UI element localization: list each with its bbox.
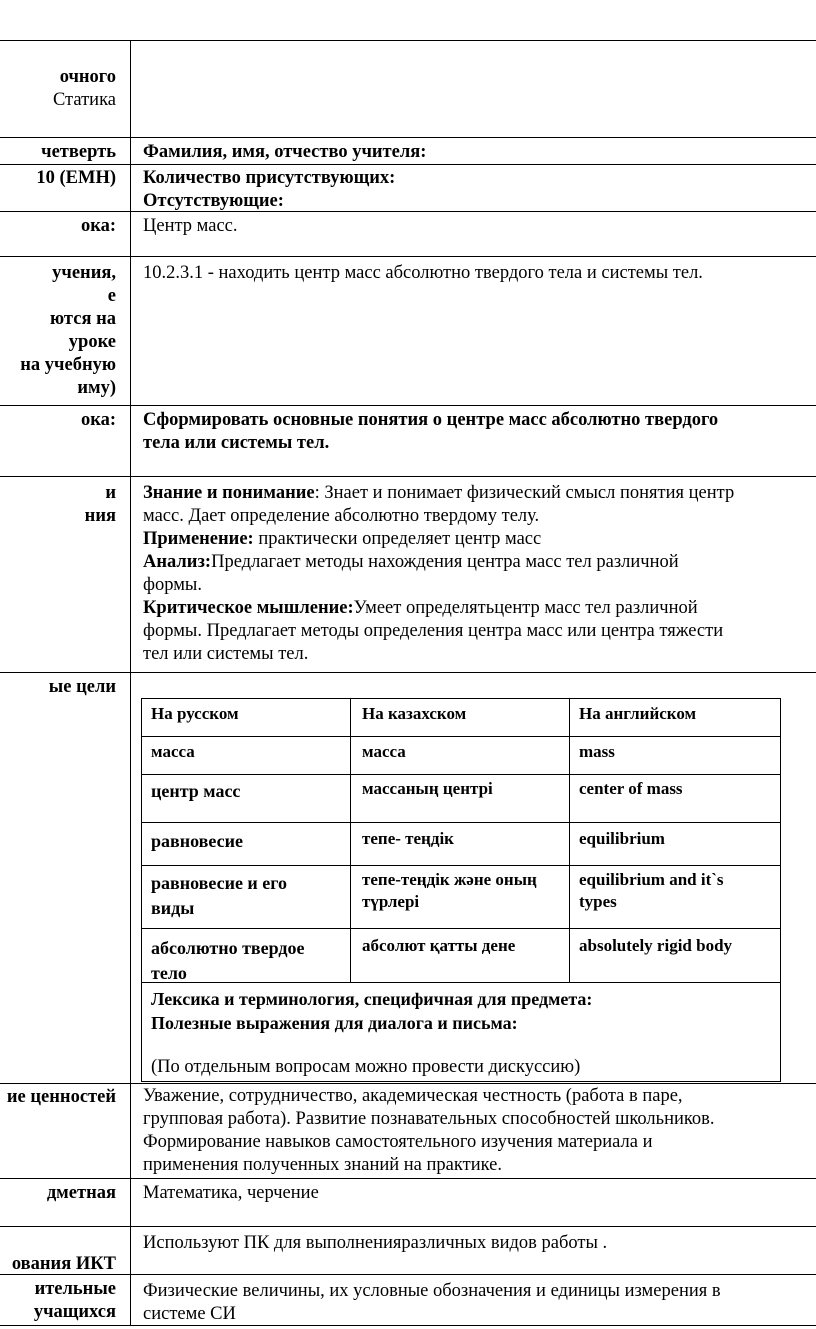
row-border bbox=[0, 40, 816, 41]
column-divider bbox=[130, 40, 131, 1326]
vocab-row-border bbox=[141, 822, 781, 823]
values-text: Уважение, сотрудничество, академическая честность (работа в паре, групповая работа). Развитие познавательных способностей школьников. Формирование навыков самостоятельного изучения материала и применения полученных знаний на практике. bbox=[143, 1086, 715, 1175]
language-goals-label: ые цели bbox=[48, 677, 116, 697]
row-border bbox=[0, 405, 816, 406]
vocab-row-border bbox=[141, 774, 781, 775]
term-ru: абсолютно твердое тело bbox=[151, 938, 305, 983]
prior-knowledge-label: ительные учащихся bbox=[33, 1279, 116, 1322]
teacher-name-label: Фамилия, имя, отчество учителя: bbox=[143, 142, 427, 162]
term-en: equilibrium bbox=[579, 829, 665, 848]
topic-label: ока: bbox=[80, 216, 116, 236]
criteria-label: и ния bbox=[84, 483, 116, 526]
vocab-row-border bbox=[141, 736, 781, 737]
knowledge-label: Знание и понимание bbox=[143, 483, 315, 503]
learning-objectives-label: учения, е ются на уроке на учебную иму) bbox=[20, 263, 116, 398]
term-kk: абсолют қатты дене bbox=[362, 936, 516, 955]
phrases-label: Полезные выражения для диалога и письма: bbox=[151, 1013, 518, 1033]
present-label: Количество присутствующих: bbox=[143, 168, 396, 188]
discussion-note: (По отдельным вопросам можно провести дискуссию) bbox=[151, 1057, 581, 1077]
ict-label: ования ИКТ bbox=[11, 1254, 116, 1274]
term-en: center of mass bbox=[579, 779, 683, 798]
term-kk: масса bbox=[362, 742, 406, 761]
vocab-row-border bbox=[141, 1081, 781, 1082]
absent-label: Отсутствующие: bbox=[143, 191, 284, 211]
vocab-col-border bbox=[141, 698, 142, 1082]
term-en: equilibrium and it`s types bbox=[579, 870, 724, 911]
analysis-label: Анализ: bbox=[143, 552, 212, 572]
term-kk: тепе-теңдік және оның түрлері bbox=[362, 870, 537, 911]
quarter-label: четверть bbox=[41, 142, 116, 162]
learning-objective: 10.2.3.1 - находить центр масс абсолютно твердого тела и системы тел. bbox=[143, 263, 703, 283]
row-border bbox=[0, 256, 816, 257]
row-border bbox=[0, 1226, 816, 1227]
row-border bbox=[0, 672, 816, 673]
interdisciplinary-text: Математика, черчение bbox=[143, 1183, 319, 1203]
term-ru: равновесие bbox=[151, 831, 243, 851]
row-border bbox=[0, 1178, 816, 1179]
grade-label: 10 (ЕМН) bbox=[36, 168, 116, 188]
term-ru: масса bbox=[151, 742, 195, 761]
prior-knowledge-text: Физические величины, их условные обозначения и единицы измерения в системе СИ bbox=[143, 1281, 721, 1324]
vocab-col-border bbox=[569, 698, 570, 982]
lesson-goal: Сформировать основные понятия о центре масс абсолютно твердого тела или системы тел. bbox=[143, 410, 719, 453]
row-border bbox=[0, 137, 816, 138]
header-kazakh: На казахском bbox=[362, 704, 467, 723]
header-english: На английском bbox=[579, 704, 697, 723]
values-label: ие ценностей bbox=[6, 1087, 116, 1107]
application-label: Применение: bbox=[143, 529, 254, 549]
row-border bbox=[0, 476, 816, 477]
vocab-row-border bbox=[141, 865, 781, 866]
vocab-row-border bbox=[141, 698, 781, 699]
term-en: absolutely rigid body bbox=[579, 936, 733, 955]
vocab-row-border bbox=[141, 928, 781, 929]
attendance-labels bbox=[143, 167, 395, 213]
vocabulary-table bbox=[141, 698, 781, 1082]
term-en: mass bbox=[579, 742, 615, 761]
row-border bbox=[0, 211, 816, 212]
term-kk: тепе- теңдік bbox=[362, 829, 454, 848]
vocab-col-border bbox=[350, 698, 351, 982]
critical-thinking-label: Критическое мышление: bbox=[143, 598, 354, 618]
term-kk: массаның центрі bbox=[362, 779, 493, 798]
lesson-topic: Центр масс. bbox=[143, 216, 238, 236]
success-criteria: Знание и понимание: Знает и понимает физический смысл понятия центр масс. Дает определение абсолютно твердому телу. Применение: практически определяет центр масс Анализ:Предлагает методы нахождения центра масс тел различной формы. Критическое мышление:Умеет определятьцентр масс тел различной формы. Предлагает методы определения центра масс или центра тяжести тел или системы тел. bbox=[143, 483, 735, 664]
vocab-col-border bbox=[780, 698, 781, 1082]
lexis-label: Лексика и терминология, специфичная для предмета: bbox=[151, 989, 593, 1009]
ict-text: Используют ПК для выполненияразличных видов работы . bbox=[143, 1233, 608, 1253]
row-border bbox=[0, 164, 816, 165]
row-border bbox=[0, 1274, 816, 1275]
header-russian: На русском bbox=[151, 704, 239, 723]
subject-label: очного Статика bbox=[52, 67, 116, 110]
row-border bbox=[0, 1083, 816, 1084]
interdisciplinary-label: дметная bbox=[46, 1183, 116, 1203]
lesson-goal-label: ока: bbox=[80, 410, 116, 430]
term-ru: центр масс bbox=[151, 781, 241, 801]
term-ru: равновесие и его виды bbox=[151, 873, 288, 918]
